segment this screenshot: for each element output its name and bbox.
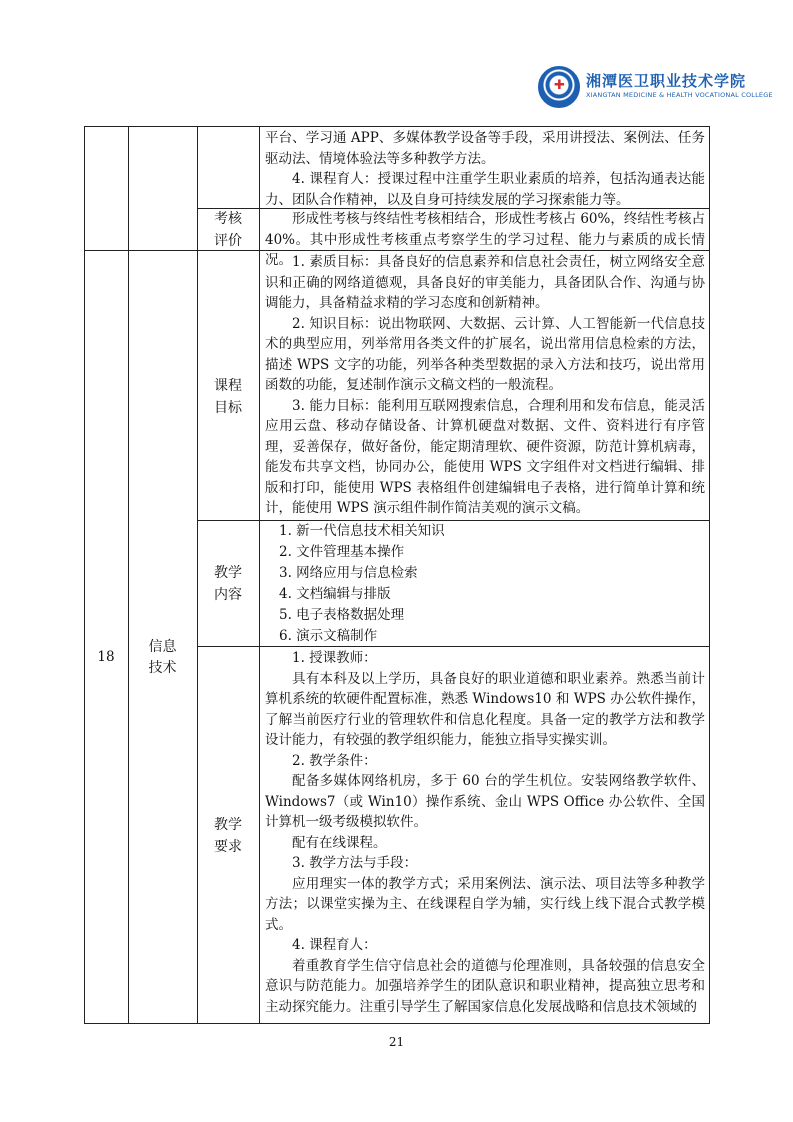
methods-heading: 3. 教学方法与手段： <box>292 855 418 871</box>
teacher-heading: 1. 授课教师： <box>292 650 377 666</box>
conditions-text: 配备多媒体网络机房，多于 60 台的学生机位。安装网络教学软件、Windows7（或 Win10）操作系统、金山 WPS Office 办公软件、全国计算机一级考级模拟软件。 <box>265 773 705 830</box>
college-name-cn: 湘潭医卫职业技术学院 <box>586 72 747 90</box>
education-text: 着重教育学生信守信息社会的道德与伦理准则，具备较强的信息安全意识与防范能力。加强培养学生的团队意识和职业精神，提高独立思考和主动探究能力。注重引导学生了解国家信息化发展战略和信息技术领域的 <box>265 957 705 1015</box>
quality-objective: 1. 素质目标：具备良好的信息素养和信息社会责任，树立网络安全意识和正确的网络道德观，具备良好的审美能力，具备团队合作、沟通与协调能力，具备精益求精的学习态度和创新精神。 <box>265 254 705 311</box>
methods-text: 应用理实一体的教学方式；采用案例法、演示法、项目法等多种教学方法；以课堂实操为主、在线课程自学为辅，实行线上线下混合式教学模式。 <box>265 875 705 933</box>
course-number: 18 <box>97 649 115 665</box>
table-divider <box>259 126 260 1024</box>
objectives-text <box>265 252 705 519</box>
conditions-heading: 2. 教学条件： <box>292 752 377 769</box>
college-name-en: XIANGTAN MEDICINE & HEALTH VOCATIONAL COLLEGE <box>586 91 773 99</box>
list-item: 3. 网络应用与信息检索 <box>279 565 418 581</box>
teacher-text: 具有本科及以上学历，具备良好的职业道德和职业素养。熟悉当前计算机系统的软硬件配置标准，熟悉 Windows10 和 WPS 办公软件操作，了解当前医疗行业的管理软件和信息化程度。具备一定的教学方法和教学设计能力，有较强的教学组织能力，能独立指导实操实训。 <box>265 670 705 748</box>
course-education-text: 4. 课程育人：授课过程中注重学生职业素质的培养，包括沟通表达能力、团队合作精神，以及自身可持续发展的学习探索能力等。 <box>265 171 705 208</box>
teaching-methods-continued <box>265 128 705 210</box>
list-item: 2. 文件管理基本操作 <box>279 544 405 560</box>
college-logo <box>538 66 773 112</box>
list-item: 4. 文档编辑与排版 <box>279 586 391 602</box>
content-label: 教学 内容 <box>214 565 242 603</box>
requirements-label: 教学 要求 <box>214 817 242 855</box>
list-item: 6. 演示文稿制作 <box>279 628 378 644</box>
education-heading: 4. 课程育人： <box>292 937 377 953</box>
ability-objective: 3. 能力目标：能利用互联网搜索信息，合理利用和发布信息，能灵活应用云盘、移动存储设备、计算机硬盘对数据、文件、资料进行有序管理，妥善保存，做好备份，能定期清理软、硬件资源，防范计算机病毒，能发布共享文档，协同办公，能使用 WPS 文字组件对文档进行编辑、排版和打印，能使用 WPS 表格组件创建编辑电子表格，进行简单计算和统计，能使用 WPS 演示组件制作简洁美观的演示文稿。 <box>265 397 705 516</box>
list-item: 5. 电子表格数据处理 <box>279 607 405 623</box>
online-course-text: 配有在线课程。 <box>292 834 387 851</box>
teaching-methods-text: 平台、学习通 APP、多媒体教学设备等手段，采用讲授法、案例法、任务驱动法、情境体验法等多种教学方法。 <box>265 130 705 167</box>
assessment-text: 形成性考核与终结性考核相结合，形成性考核占 60%，终结性考核占 40%。其中形成性考核重点考察学生的学习过程、能力与素质的成长情况。 <box>265 211 705 268</box>
red-cross-icon: ✚ <box>554 78 565 93</box>
knowledge-objective: 2. 知识目标：说出物联网、大数据、云计算、人工智能新一代信息技术的典型应用，列举常用各类文件的扩展名，说出常用信息检索的方法，描述 WPS 文字的功能，列举各种类型数据的录入方法和技巧，说出常用函数的功能，复述制作演示文稿文档的一般流程。 <box>265 315 705 393</box>
course-name: 信息 技术 <box>148 639 177 676</box>
requirements-text <box>265 648 705 1017</box>
assessment-label: 考核 评价 <box>214 211 242 249</box>
content-list <box>265 521 705 647</box>
objectives-label: 课程 目标 <box>214 378 242 416</box>
list-item: 1. 新一代信息技术相关知识 <box>279 523 445 539</box>
table-divider <box>128 126 129 1024</box>
page-number: 21 <box>388 1035 405 1049</box>
